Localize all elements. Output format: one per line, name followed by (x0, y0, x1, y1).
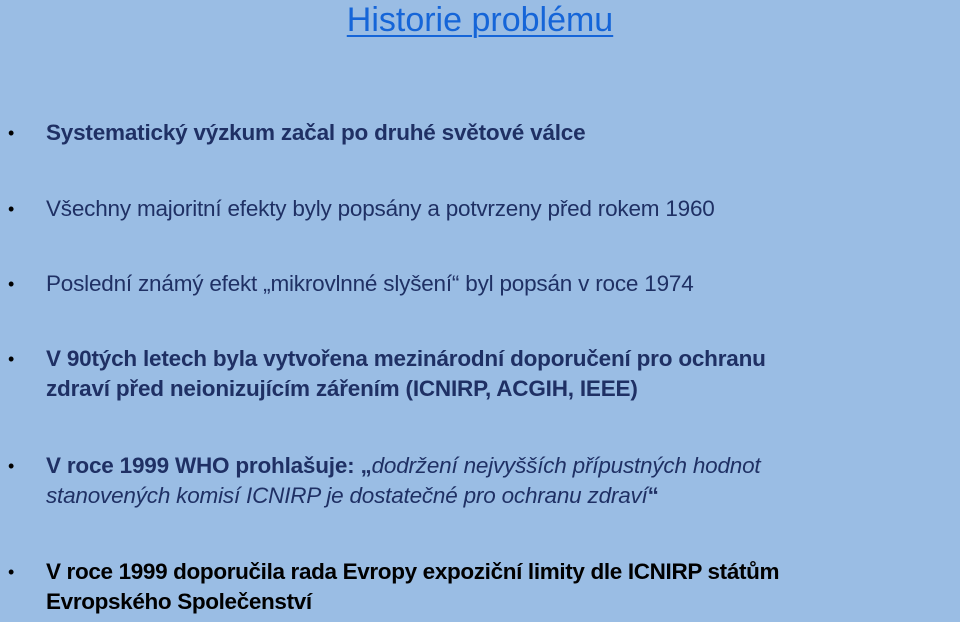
bullet-text: Systematický výzkum začal po druhé světové válce (46, 120, 586, 145)
quote-text-line: stanovených komisí ICNIRP je dostatečné pro ochranu zdraví (46, 483, 648, 508)
bullet-text-line: V 90tých letech byla vytvořena mezinárodní doporučení pro ochranu (46, 346, 766, 371)
quote-close: “ (647, 483, 659, 508)
bullet-dot-icon: • (8, 274, 15, 294)
bullet-dot-icon: • (8, 349, 15, 369)
bullet-prefix: V roce 1999 WHO prohlašuje: (46, 453, 361, 478)
bullet-text-line: V roce 1999 doporučila rada Evropy expoziční limity dle ICNIRP státům (46, 559, 780, 584)
bullet-text-line: zdraví před neionizujícím zářením (ICNIRP, ACGIH, IEEE) (46, 376, 638, 401)
bullet-text: Všechny majoritní efekty byly popsány a potvrzeny před rokem 1960 (46, 196, 715, 221)
slide-title: Historie problému (346, 1, 614, 39)
bullet-text (46, 344, 956, 404)
bullet-text (46, 557, 960, 617)
bullet-text (46, 451, 956, 511)
bullet-dot-icon: • (8, 199, 15, 219)
bullet-dot-icon: • (8, 123, 15, 143)
bullet-text-line (46, 481, 956, 511)
bullet-dot-icon: • (8, 562, 15, 582)
quote-open: „ (360, 453, 372, 478)
bullet-dot-icon: • (8, 456, 15, 476)
bullet-text-line: Evropského Společenství (46, 589, 312, 614)
bullet-text-line (46, 451, 956, 481)
quote-text-line: dodržení nejvyšších přípustných hodnot (371, 453, 761, 478)
bullet-text: Poslední známý efekt „mikrovlnné slyšení“ byl popsán v roce 1974 (46, 271, 694, 296)
